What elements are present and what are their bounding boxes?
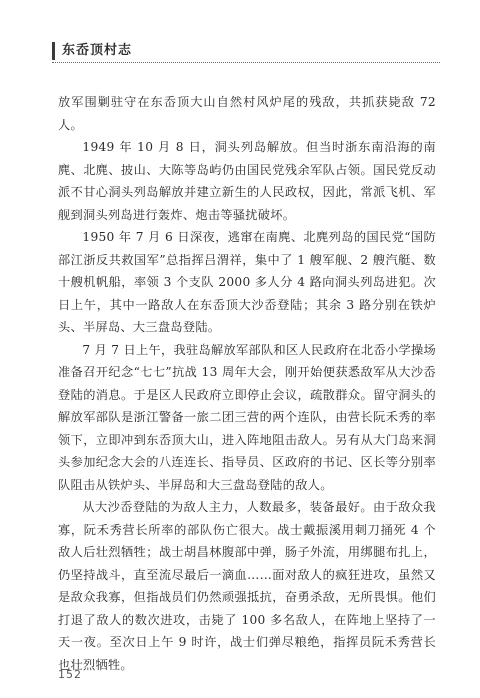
paragraph-battle: 从大沙岙登陆的为敌人主力，人数最多，装备最好。由于敌众我寡，阮禾秀营长所率的部队伤亡很大。战士戴振溪用刺刀捅死 4 个敌人后壮烈牺牲；战士胡昌林腹部中弹，肠子外流，用绑腿布扎上，仍坚持战斗，直至流尽最后一滴血……面对敌人的疯狂进攻，虽然又是敌众我寡，但指战员们仍然顽强抵抗，奋勇杀敌，无所畏惧。他们打退了敌人的数次进攻，击毙了 100 多名敌人，在阵地上坚持了一天一夜。至次日上午 9 时许，战士们弹尽粮绝，指挥员阮禾秀营长也壮烈牺牲。 (58, 500, 436, 672)
running-header (52, 40, 440, 66)
paragraph-continued: 放军围剿驻守在东岙顶大山自然村风炉尾的残敌，共抓获毙敌 72 人。 (58, 95, 436, 132)
book-title: 东岙顶村志 (62, 43, 133, 58)
paragraph-meeting: 7 月 7 日上午，我驻岛解放军部队和区人民政府在北岙小学操场准备召开纪念“七七”抗战 13 周年大会，刚开始便获悉敌军从大沙岙登陆的消息。于是区人民政府立即停止会议，疏散群众。留守洞头的解放军部队是浙江警备一旅二团三营的两个连队，由营长阮禾秀的率领下，立即冲到东岙顶大山，进入阵地阻击敌人。另有从大门岛来洞头参加纪念大会的八连连长、指导员、区政府的书记、区长等分别率队阻击从铁炉头、半屏岛和大三盘岛登陆的敌人。 (58, 342, 436, 492)
page-number: 152 (58, 668, 82, 681)
paragraph-liberation: 1949 年 10 月 8 日，洞头列岛解放。但当时浙东南沿海的南麂、北麂、披山、大陈等岛屿仍由国民党残余军队占领。国民党反动派不甘心洞头列岛解放并建立新生的人民政权，因此，常派飞机、军舰到洞头列岛进行轰炸、炮击等骚扰破坏。 (58, 140, 436, 222)
header-accent-bar (52, 42, 55, 60)
header-dotted-rule (52, 62, 440, 63)
page-body (58, 91, 436, 676)
paragraph-invasion: 1950 年 7 月 6 日深夜，逃窜在南麂、北麂列岛的国民党“国防部江浙反共救国军”总指挥吕渭祥，集中了 1 艘军舰、2 艘汽艇、数十艘机帆船，率领 3 个支队 2000 多人分 4 路向洞头列岛进犯。次日上午，其中一路敌人在东岙顶大沙岙登陆；其余 3 路分别在铁炉头、半屏岛、大三盘岛登陆。 (58, 230, 436, 334)
